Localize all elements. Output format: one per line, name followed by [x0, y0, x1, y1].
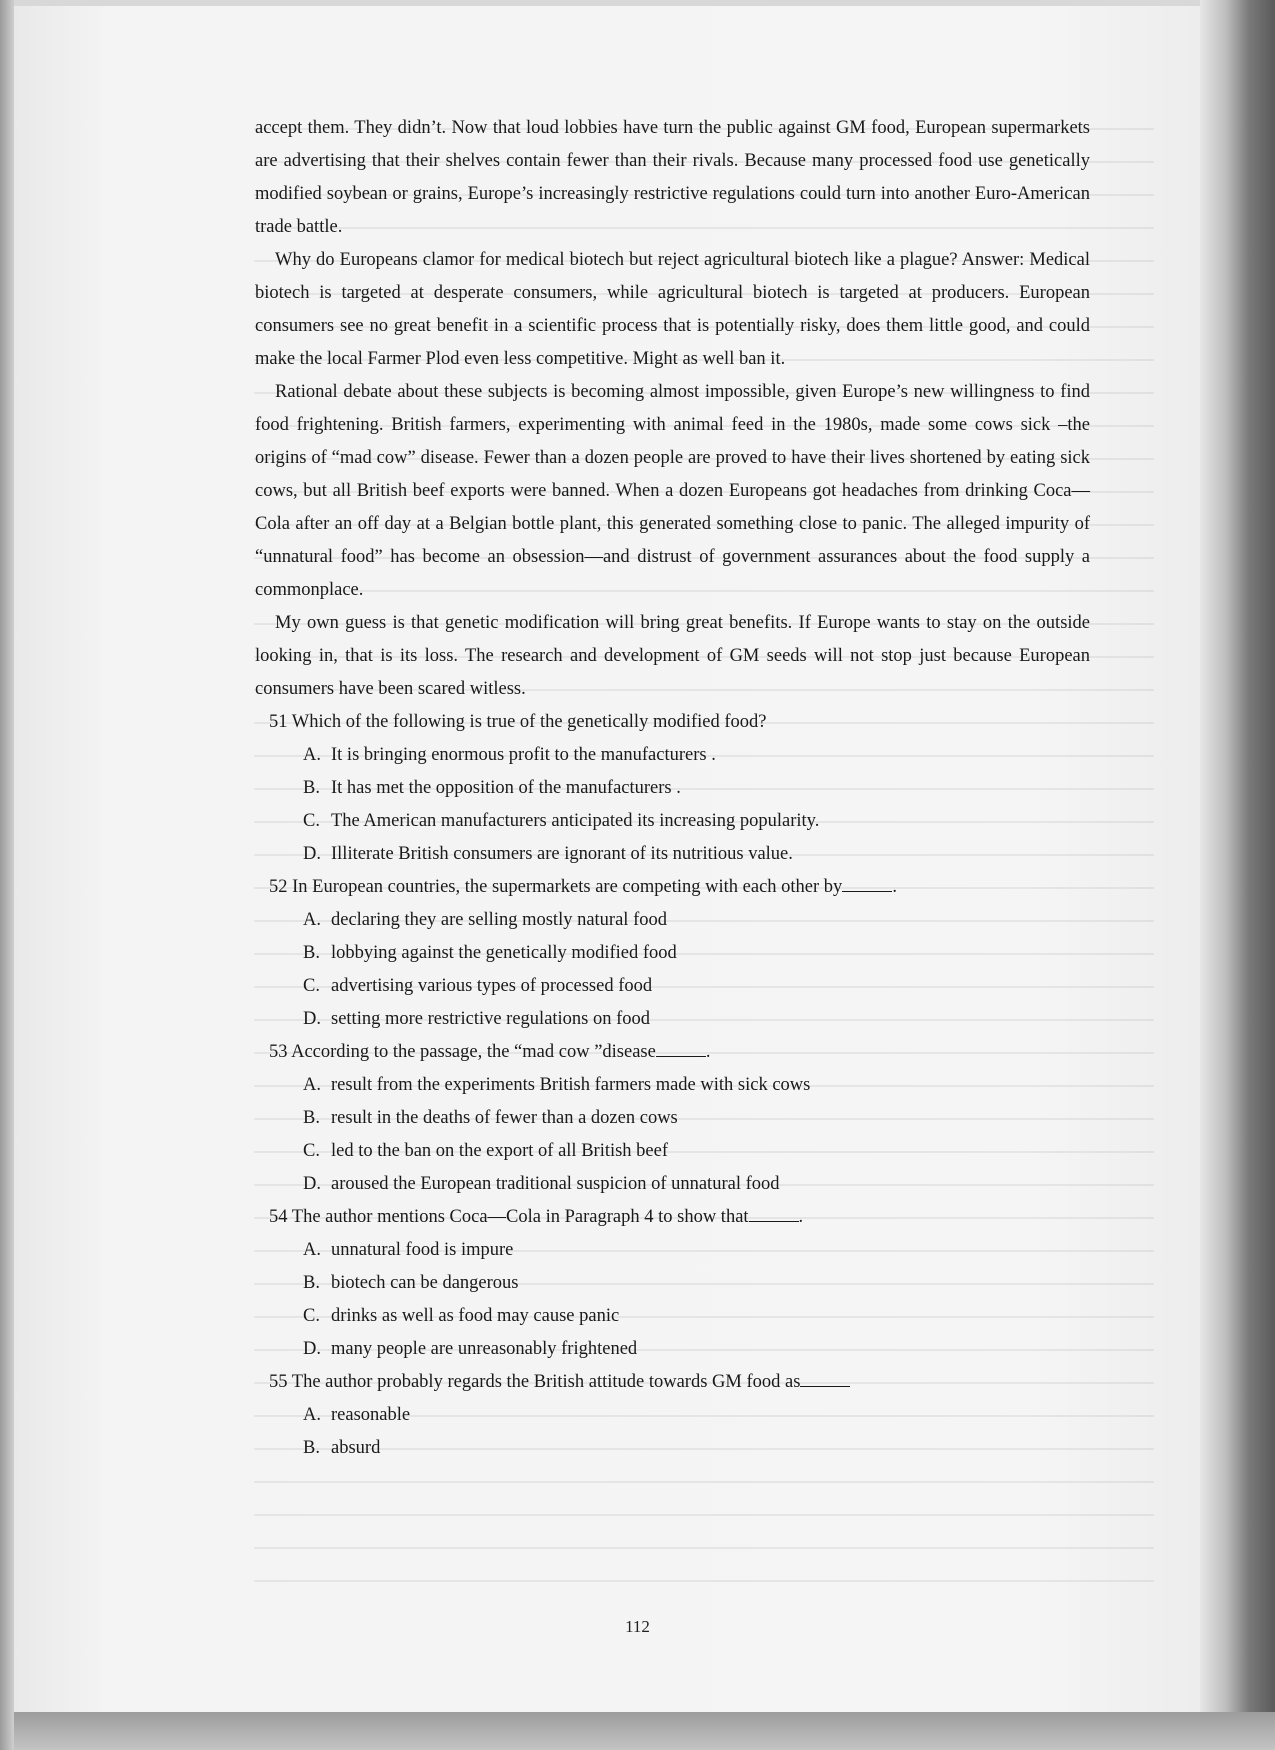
answer-option: C. The American manufacturers anticipated its increasing popularity.: [303, 811, 820, 831]
question-54: [255, 1201, 1090, 1366]
question-51: [255, 706, 1090, 871]
scan-edge: [0, 0, 14, 1750]
answer-blank: [656, 1038, 706, 1057]
answer-option: D. setting more restrictive regulations on food: [303, 1009, 651, 1029]
question-stem: 51 Which of the following is true of the genetically modified food?: [269, 712, 767, 732]
answer-option: B. It has met the opposition of the manufacturers .: [303, 778, 681, 798]
answer-option: D. many people are unreasonably frightened: [303, 1339, 638, 1359]
answer-option: B. lobbying against the genetically modified food: [303, 943, 677, 963]
answer-blank: [749, 1203, 799, 1222]
question-stem: 52 In European countries, the supermarkets are competing with each other by .: [255, 871, 1090, 904]
answer-option: A. unnatural food is impure: [303, 1240, 514, 1260]
binding-shadow: [1200, 0, 1275, 1750]
reading-passage: [255, 112, 1090, 706]
answer-option: A. reasonable: [303, 1405, 411, 1425]
answer-option: A. It is bringing enormous profit to the manufacturers .: [303, 745, 716, 765]
question-stem: 53 According to the passage, the “mad cow ”disease .: [255, 1036, 1090, 1069]
answer-option: B. biotech can be dangerous: [303, 1273, 519, 1293]
question-53: [255, 1036, 1090, 1201]
answer-option: B. result in the deaths of fewer than a dozen cows: [303, 1108, 678, 1128]
answer-option: B. absurd: [303, 1438, 381, 1458]
answer-option: D. aroused the European traditional suspicion of unnatural food: [303, 1174, 780, 1194]
answer-option: D. Illiterate British consumers are ignorant of its nutritious value.: [303, 844, 793, 864]
answer-option: A. declaring they are selling mostly natural food: [303, 910, 667, 930]
scan-bottom-edge: [14, 1712, 1275, 1750]
answer-option: C. led to the ban on the export of all British beef: [303, 1141, 669, 1161]
answer-blank: [842, 873, 892, 892]
page-content: [255, 112, 1090, 1465]
question-stem: 55 The author probably regards the British attitude towards GM food as: [255, 1366, 1090, 1399]
passage-paragraph: My own guess is that genetic modification will bring great benefits. If Europe wants to stay on the outside looking in, that is its loss. The research and development of GM seeds will not stop just because European consumers have been scared witless.: [255, 613, 1090, 699]
answer-option: C. advertising various types of processed food: [303, 976, 653, 996]
question-52: [255, 871, 1090, 1036]
question-stem: 54 The author mentions Coca—Cola in Paragraph 4 to show that .: [255, 1201, 1090, 1234]
passage-paragraph: accept them. They didn’t. Now that loud lobbies have turn the public against GM food, European supermarkets are advertising that their shelves contain fewer than their rivals. Because many processed food use genetically modified soybean or grains, Europe’s increasingly restrictive regulations could turn into another Euro-American trade battle.: [255, 118, 1090, 237]
passage-paragraph: Rational debate about these subjects is becoming almost impossible, given Europe’s new willingness to find food frightening. British farmers, experimenting with animal feed in the 1980s, made some cows sick –the origins of “mad cow” disease. Fewer than a dozen people are proved to have their lives shortened by eating sick cows, but all British beef exports were banned. When a dozen Europeans got headaches from drinking Coca—Cola after an off day at a Belgian bottle plant, this generated something close to panic. The alleged impurity of “unnatural food” has become an obsession—and distrust of government assurances about the food supply a commonplace.: [255, 382, 1090, 600]
answer-option: A. result from the experiments British farmers made with sick cows: [303, 1075, 811, 1095]
answer-blank: [800, 1368, 850, 1387]
passage-paragraph: Why do Europeans clamor for medical biotech but reject agricultural biotech like a plague? Answer: Medical biotech is targeted at desperate consumers, while agricultural biotech is targeted at producers. European consumers see no great benefit in a scientific process that is potentially risky, does them little good, and could make the local Farmer Plod even less competitive. Might as well ban it.: [255, 250, 1090, 369]
page-number: 112: [625, 1617, 650, 1636]
question-55: [255, 1366, 1090, 1465]
answer-option: C. drinks as well as food may cause panic: [303, 1306, 620, 1326]
